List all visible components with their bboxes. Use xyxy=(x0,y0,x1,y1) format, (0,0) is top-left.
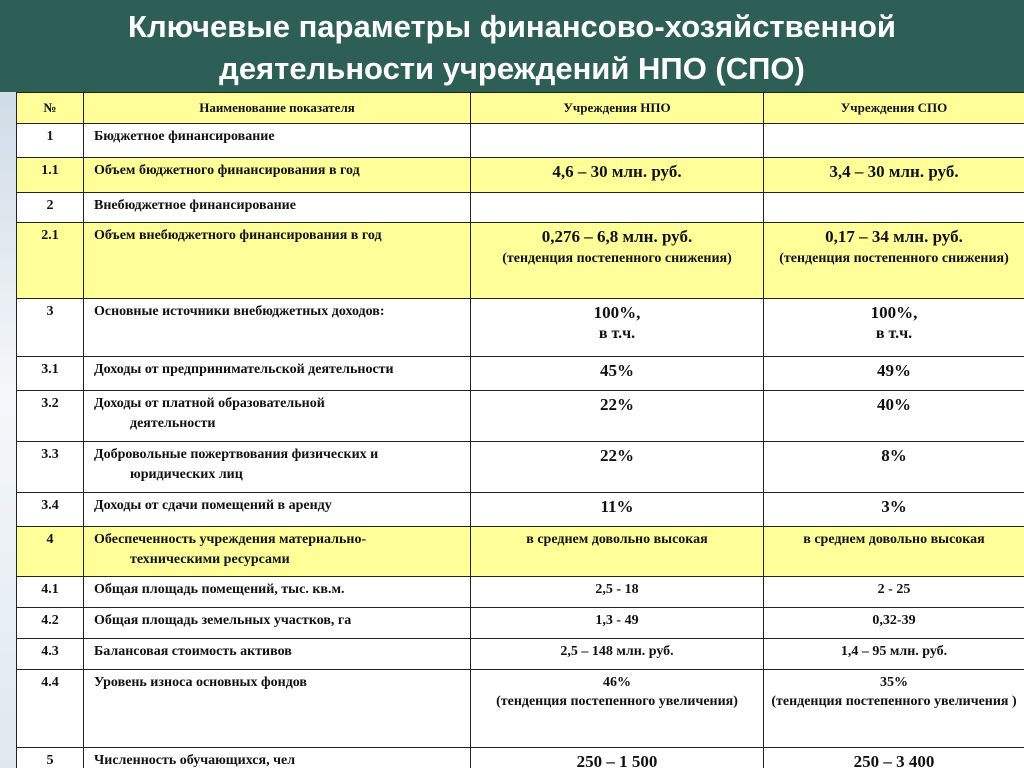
row-name: Балансовая стоимость активов xyxy=(84,639,471,670)
row-num: 4.4 xyxy=(17,670,84,748)
table-row xyxy=(17,577,1024,608)
row-name: Общая площадь помещений, тыс. кв.м. xyxy=(84,577,471,608)
table-row xyxy=(17,670,1024,748)
table-row xyxy=(17,527,1024,577)
table-header-row xyxy=(17,93,1024,124)
table-row xyxy=(17,391,1024,442)
row-name-line1: Доходы от платной образовательной xyxy=(94,396,325,411)
row-npo xyxy=(471,124,764,158)
row-name: Доходы от сдачи помещений в аренду xyxy=(84,493,471,527)
row-num: 3.2 xyxy=(17,391,84,442)
spo-note: (тенденция постепенного снижения) xyxy=(779,251,1009,266)
row-npo: 22% xyxy=(471,391,764,442)
table-row xyxy=(17,193,1024,223)
npo-value: 46% xyxy=(603,675,631,690)
row-num: 4.1 xyxy=(17,577,84,608)
row-spo: 250 – 3 400 xyxy=(764,748,1024,768)
row-spo xyxy=(764,299,1024,357)
title-line-1: Ключевые параметры финансово-хозяйственной xyxy=(128,9,896,44)
header-npo: Учреждения НПО xyxy=(471,93,764,124)
row-npo: 250 – 1 500 xyxy=(471,748,764,768)
parameters-table-container xyxy=(16,92,1024,768)
row-spo xyxy=(764,193,1024,223)
table-row xyxy=(17,442,1024,493)
row-num: 4 xyxy=(17,527,84,577)
row-name: Внебюджетное финансирование xyxy=(84,193,471,223)
row-num: 4.3 xyxy=(17,639,84,670)
row-npo xyxy=(471,223,764,299)
table-row xyxy=(17,639,1024,670)
npo-note: (тенденция постепенного увеличения) xyxy=(496,694,738,709)
row-npo: 1,3 - 49 xyxy=(471,608,764,639)
spo-note: (тенденция постепенного увеличения ) xyxy=(771,694,1017,709)
table-row xyxy=(17,357,1024,391)
row-spo: в среднем довольно высокая xyxy=(764,527,1024,577)
row-name: Бюджетное финансирование xyxy=(84,124,471,158)
row-name: Доходы от предпринимательской деятельности xyxy=(84,357,471,391)
spo-note: в т.ч. xyxy=(875,325,913,342)
row-npo: 4,6 – 30 млн. руб. xyxy=(471,158,764,193)
row-name: Объем внебюджетного финансирования в год xyxy=(84,223,471,299)
row-name: Общая площадь земельных участков, га xyxy=(84,608,471,639)
row-npo: 11% xyxy=(471,493,764,527)
row-name-line1: Обеспеченность учреждения материально- xyxy=(94,532,367,547)
row-npo: 22% xyxy=(471,442,764,493)
row-npo xyxy=(471,670,764,748)
table-row xyxy=(17,748,1024,768)
npo-value: 100%, xyxy=(593,303,641,322)
row-num: 3.3 xyxy=(17,442,84,493)
row-num: 1.1 xyxy=(17,158,84,193)
row-name-line2: техническими ресурсами xyxy=(130,552,290,567)
row-num: 4.2 xyxy=(17,608,84,639)
row-npo: 45% xyxy=(471,357,764,391)
row-name: Объем бюджетного финансирования в год xyxy=(84,158,471,193)
npo-value: 0,276 – 6,8 млн. руб. xyxy=(541,227,693,246)
spo-value: 35% xyxy=(880,675,908,690)
row-num: 2 xyxy=(17,193,84,223)
header-name: Наименование показателя xyxy=(84,93,471,124)
table-row xyxy=(17,158,1024,193)
table-row xyxy=(17,493,1024,527)
row-npo: в среднем довольно высокая xyxy=(471,527,764,577)
row-name xyxy=(84,442,471,493)
row-name xyxy=(84,391,471,442)
npo-note: (тенденция постепенного снижения) xyxy=(502,251,732,266)
row-spo xyxy=(764,223,1024,299)
row-npo xyxy=(471,193,764,223)
row-num: 5 xyxy=(17,748,84,768)
row-num: 2.1 xyxy=(17,223,84,299)
row-spo: 2 - 25 xyxy=(764,577,1024,608)
table-row xyxy=(17,299,1024,357)
row-npo: 2,5 – 148 млн. руб. xyxy=(471,639,764,670)
row-npo xyxy=(471,299,764,357)
npo-note: в т.ч. xyxy=(598,325,636,342)
row-name-line1: Добровольные пожертвования физических и xyxy=(94,447,379,462)
row-spo xyxy=(764,670,1024,748)
spo-value: 0,17 – 34 млн. руб. xyxy=(825,227,963,246)
slide-title xyxy=(0,0,1024,92)
row-name xyxy=(84,527,471,577)
row-name-line2: деятельности xyxy=(130,416,216,431)
header-num: № xyxy=(17,93,84,124)
row-name: Численность обучающихся, чел xyxy=(84,748,471,768)
row-num: 3.1 xyxy=(17,357,84,391)
title-line-2: деятельности учреждений НПО (СПО) xyxy=(219,51,805,86)
row-num: 1 xyxy=(17,124,84,158)
row-name: Основные источники внебюджетных доходов: xyxy=(84,299,471,357)
spo-value: 100%, xyxy=(870,303,918,322)
row-spo xyxy=(764,124,1024,158)
row-name: Уровень износа основных фондов xyxy=(84,670,471,748)
row-spo: 3% xyxy=(764,493,1024,527)
table-row xyxy=(17,124,1024,158)
header-spo: Учреждения СПО xyxy=(764,93,1024,124)
row-spo: 3,4 – 30 млн. руб. xyxy=(764,158,1024,193)
table-row xyxy=(17,223,1024,299)
row-spo: 0,32-39 xyxy=(764,608,1024,639)
table-row xyxy=(17,608,1024,639)
row-num: 3.4 xyxy=(17,493,84,527)
row-num: 3 xyxy=(17,299,84,357)
row-spo: 1,4 – 95 млн. руб. xyxy=(764,639,1024,670)
row-spo: 49% xyxy=(764,357,1024,391)
row-spo: 8% xyxy=(764,442,1024,493)
parameters-table xyxy=(16,92,1024,768)
row-name-line2: юридических лиц xyxy=(130,467,243,482)
row-npo: 2,5 - 18 xyxy=(471,577,764,608)
row-spo: 40% xyxy=(764,391,1024,442)
